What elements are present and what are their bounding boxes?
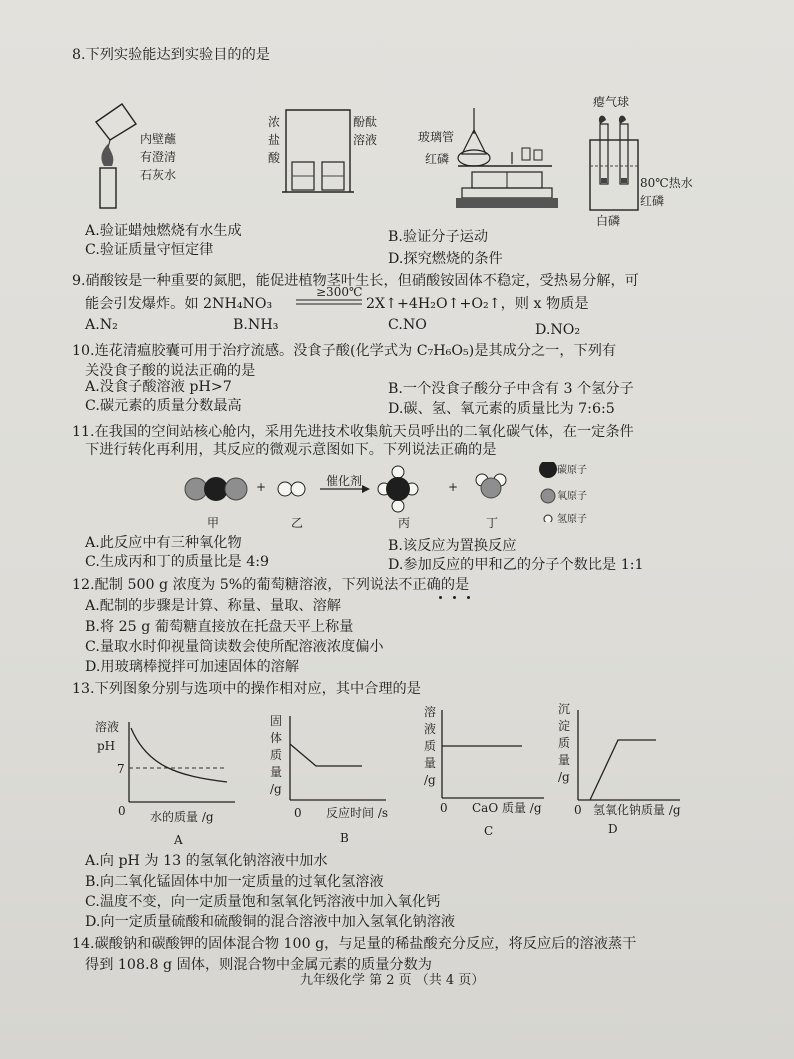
q8-fig-b-left-2: 盐	[268, 133, 281, 147]
q11-plus-1: +	[256, 480, 267, 494]
q8-option-c: C.验证质量守恒定律	[85, 242, 214, 258]
q13-option-d: D.向一定质量硫酸和硫酸铜的混合溶液中加入氢氧化钠溶液	[85, 914, 456, 930]
q13-graph-d-y-2: 淀	[558, 719, 571, 733]
q8-fig-a-label-2: 有澄清	[140, 150, 177, 164]
q13-graph-a-seven: 7	[117, 762, 125, 776]
q13-graph-d-y-1: 沉	[558, 702, 571, 716]
q11-plus-2: +	[448, 480, 459, 494]
q13-graph-a-xlabel: 水的质量 /g	[150, 810, 214, 824]
q11-label-jia: 甲	[207, 516, 220, 530]
q8-fig-b-right-2: 溶液	[353, 133, 378, 147]
q13-graph-d-zero: 0	[574, 803, 582, 817]
q9-option-a: A.N₂	[85, 317, 118, 333]
q11-option-a: A.此反应中有三种氧化物	[85, 535, 242, 551]
q11-option-d: D.参加反应的甲和乙的分子个数比是 1:1	[388, 557, 644, 573]
q10-line-2: 关没食子酸的说法正确的是	[85, 363, 256, 379]
q9-line-2-pre: 能会引发爆炸。如 2NH₄NO₃	[85, 296, 273, 312]
q13-graph-b-y-1: 固	[270, 714, 283, 728]
q12-option-b: B.将 25 g 葡萄糖直接放在托盘天平上称量	[85, 619, 354, 635]
q8-option-a: A.验证蜡烛燃烧有水生成	[85, 223, 242, 239]
q9-reaction-arrow	[296, 299, 362, 305]
q12-option-d: D.用玻璃棒搅拌可加速固体的溶解	[85, 659, 300, 675]
q11-label-ding: 丁	[486, 516, 499, 530]
q8-fig-d-red-label: 红磷	[640, 194, 665, 208]
q13-graph-c-zero: 0	[440, 801, 448, 815]
q10-option-d: D.碳、氢、氧元素的质量比为 7:6:5	[388, 401, 615, 417]
q10-option-c: C.碳元素的质量分数最高	[85, 398, 242, 414]
q13-graph-d-y-3: 质	[558, 736, 571, 750]
q9-option-b: B.NH₃	[233, 317, 279, 333]
q11-legend-oxygen: 氧原子	[557, 491, 587, 502]
q8-stem: 8.下列实验能达到实验目的的是	[72, 47, 270, 63]
q11-option-b: B.该反应为置换反应	[388, 538, 517, 554]
q11-line-2: 下进行转化再利用，其反应的微观示意图如下。下列说法正确的是	[85, 442, 497, 458]
q13-graph-d-y-5: /g	[558, 770, 570, 784]
q14-line-1: 14.碳酸钠和碳酸钾的固体混合物 100 g，与足量的稀盐酸充分反应，将反应后的溶液蒸干	[72, 936, 637, 952]
q8-figure-c-balance	[452, 108, 562, 218]
q13-graph-a	[127, 722, 239, 806]
q8-fig-d-white-label: 白磷	[596, 214, 621, 228]
q13-graph-d-letter: D	[608, 822, 618, 836]
q9-option-d: D.NO₂	[535, 322, 581, 338]
q11-legend-hydrogen: 氢原子	[557, 514, 587, 525]
q13-graph-c-y-5: /g	[424, 773, 436, 787]
page-footer: 九年级化学 第 2 页 （共 4 页）	[300, 973, 485, 988]
q8-fig-b-left-1: 浓	[268, 115, 281, 129]
q11-legend-carbon: 碳原子	[557, 465, 587, 476]
q9-reaction-condition: ≥300℃	[316, 285, 363, 299]
q11-label-bing: 丙	[398, 516, 411, 530]
q13-graph-c-letter: C	[484, 824, 494, 838]
q8-fig-b-left-3: 酸	[268, 151, 281, 165]
q12-option-a: A.配制的步骤是计算、称量、量取、溶解	[85, 598, 341, 614]
q14-line-2: 得到 108.8 g 固体，则混合物中金属元素的质量分数为	[85, 957, 432, 973]
q13-graph-a-y2: pH	[97, 739, 116, 753]
q11-reaction-diagram	[180, 462, 570, 522]
q8-figure-d-tubes	[588, 110, 642, 214]
q13-graph-b	[288, 716, 388, 804]
q8-fig-c-red-label: 红磷	[425, 152, 450, 166]
q9-line-2-post: 2X↑+4H₂O↑+O₂↑，则 x 物质是	[366, 296, 589, 312]
q8-fig-b-right-1: 酚酞	[353, 115, 378, 129]
q13-graph-a-letter: A	[174, 833, 183, 847]
q8-option-b: B.验证分子运动	[388, 229, 489, 245]
q13-graph-b-xlabel: 反应时间 /s	[326, 806, 389, 820]
q11-line-1: 11.在我国的空间站核心舱内，采用先进技术收集航天员呼出的二氧化碳气体，在一定条件	[72, 424, 634, 440]
q13-graph-b-letter: B	[340, 831, 349, 845]
q11-catalyst-label: 催化剂	[326, 474, 363, 488]
q10-option-a: A.没食子酸溶液 pH>7	[85, 379, 232, 395]
q8-fig-a-label-1: 内壁蘸	[140, 132, 177, 146]
q13-graph-d-y-4: 量	[558, 753, 571, 767]
q13-graph-d	[576, 710, 684, 804]
q13-graph-d-xlabel: 氢氧化钠质量 /g	[593, 803, 681, 817]
q13-graph-b-zero: 0	[294, 806, 302, 820]
q10-option-b: B.一个没食子酸分子中含有 3 个氢分子	[388, 381, 634, 397]
q12-option-c: C.量取水时仰视量筒读数会使所配溶液浓度偏小	[85, 639, 384, 655]
q13-graph-c-y-2: 液	[424, 722, 437, 736]
q12-stem: 12.配制 500 g 浓度为 5%的葡萄糖溶液，下列说法不正确的是	[72, 577, 470, 593]
q11-option-c: C.生成丙和丁的质量比是 4:9	[85, 554, 270, 570]
q13-option-c: C.温度不变，向一定质量饱和氢氧化钙溶液中加入氧化钙	[85, 894, 441, 910]
q8-option-d: D.探究燃烧的条件	[388, 251, 503, 267]
q13-graph-c-xlabel: CaO 质量 /g	[472, 801, 542, 815]
q13-graph-b-y-2: 体	[270, 731, 283, 745]
q13-graph-b-y-4: 量	[270, 765, 283, 779]
q8-figure-a-candle	[86, 100, 146, 210]
q13-graph-c	[440, 710, 550, 802]
q8-fig-c-glass-label: 玻璃管	[418, 130, 455, 144]
q9-line-1: 9.硝酸铵是一种重要的氮肥，能促进植物茎叶生长，但硝酸铵固体不稳定，受热易分解，可	[72, 273, 639, 289]
q8-fig-d-balloon-label: 瘪气球	[593, 95, 630, 109]
q8-figure-b-beakers	[282, 104, 354, 196]
q13-graph-b-y-5: /g	[270, 782, 282, 796]
q13-stem: 13.下列图象分别与选项中的操作相对应，其中合理的是	[72, 681, 421, 697]
q13-graph-c-y-3: 质	[424, 739, 437, 753]
q9-option-c: C.NO	[388, 317, 427, 333]
q13-graph-a-y1: 溶液	[95, 720, 120, 734]
q13-graph-c-y-4: 量	[424, 756, 437, 770]
q10-line-1: 10.连花清瘟胶囊可用于治疗流感。没食子酸(化学式为 C₇H₆O₅)是其成分之一，下列有	[72, 343, 617, 359]
q8-fig-d-water-label: 80℃热水	[640, 176, 693, 190]
q13-graph-c-y-1: 溶	[424, 705, 437, 719]
q13-graph-b-y-3: 质	[270, 748, 283, 762]
q11-label-yi: 乙	[291, 516, 304, 530]
q13-graph-a-zero: 0	[118, 804, 126, 818]
q13-option-a: A.向 pH 为 13 的氢氧化钠溶液中加水	[85, 853, 328, 869]
q8-fig-a-label-3: 石灰水	[140, 168, 177, 182]
q13-option-b: B.向二氧化锰固体中加一定质量的过氧化氢溶液	[85, 874, 384, 890]
